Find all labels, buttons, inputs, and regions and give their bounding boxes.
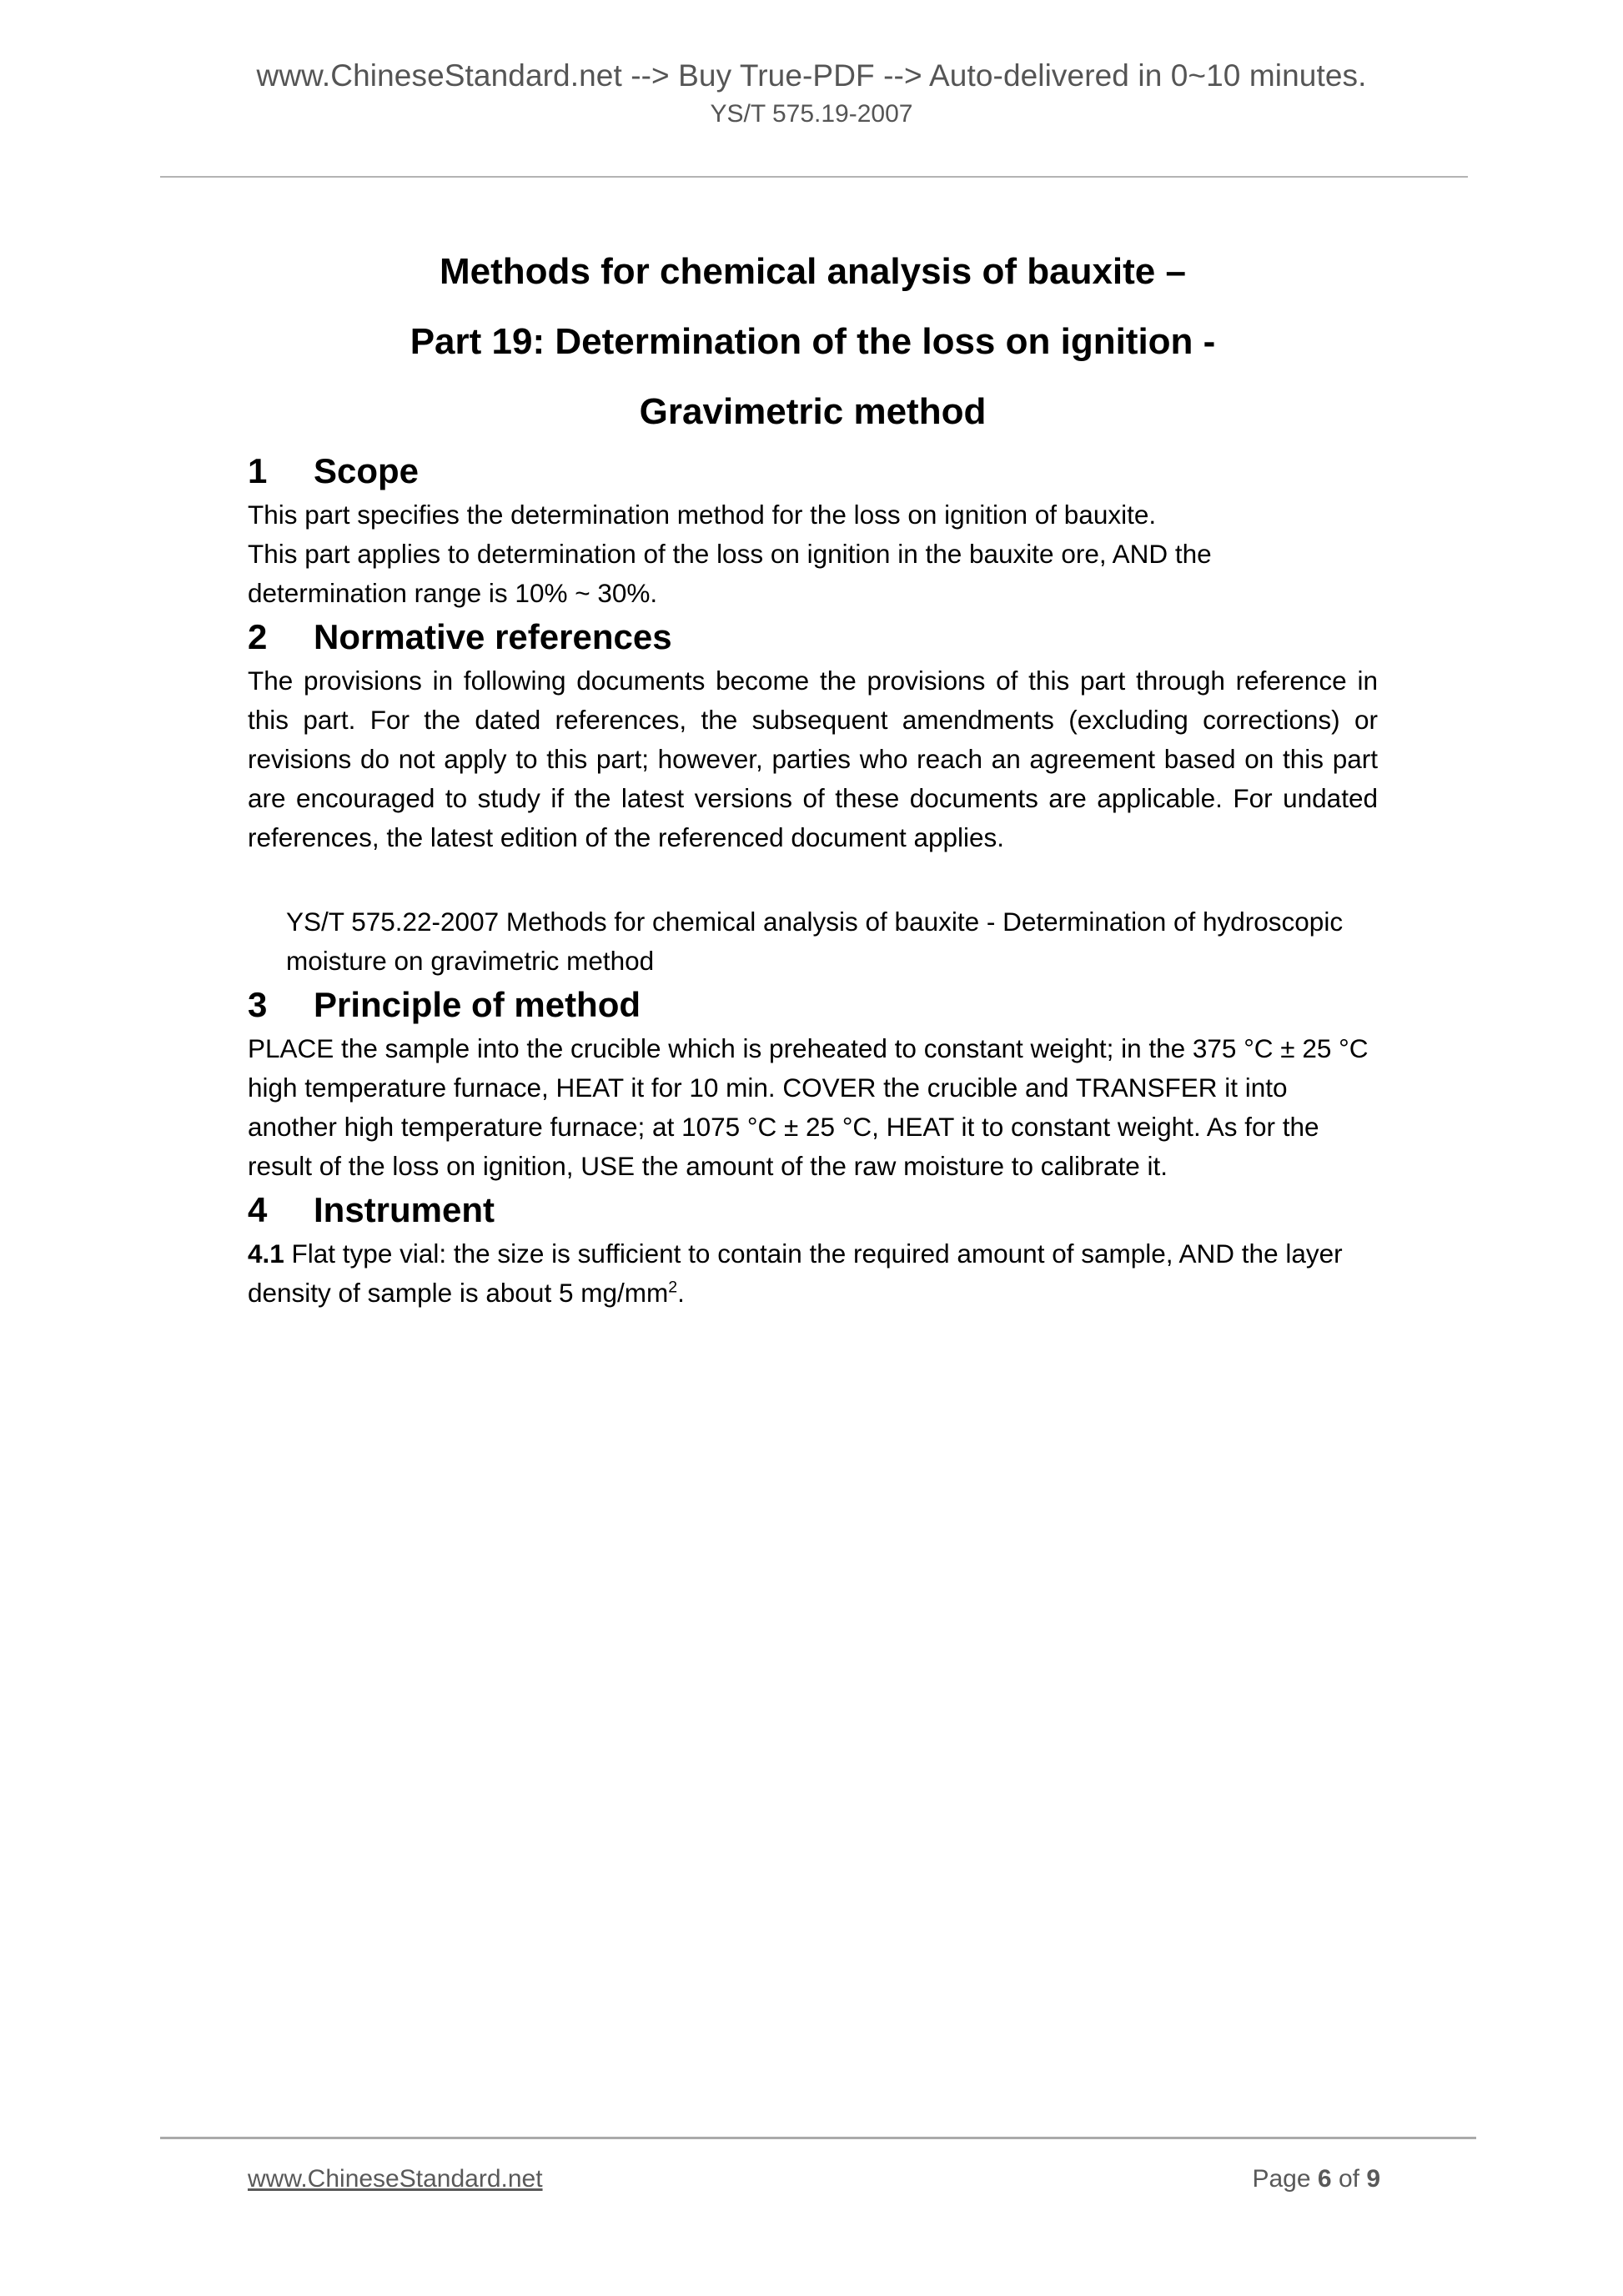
- section-heading-normative-references: [248, 613, 1378, 661]
- page-title-line-3: Gravimetric method: [639, 391, 987, 432]
- normative-reference-item: YS/T 575.22-2007 Methods for chemical analysis of bauxite - Determination of hydroscopic moisture on gravimetric method: [286, 907, 1344, 976]
- footer-page-indicator: [1252, 2162, 1380, 2197]
- clause-4-1-tail: .: [677, 1278, 685, 1308]
- clause-number-4-1: 4.1: [248, 1238, 284, 1269]
- footer-page-current: 6: [1317, 2165, 1332, 2193]
- section-title-normative-references: Normative references: [314, 617, 672, 656]
- page-footer: [248, 2162, 1380, 2197]
- page-title: [248, 237, 1378, 447]
- document-content: [248, 0, 1378, 1313]
- scope-paragraph-1: This part specifies the determination method for the loss on ignition of bauxite.: [248, 500, 1157, 530]
- section-number-2: 2: [248, 617, 268, 656]
- footer-of-word: of: [1338, 2165, 1359, 2193]
- footer-divider: [160, 2137, 1476, 2139]
- instrument-clause-4-1: [248, 1234, 1378, 1313]
- clause-4-1-superscript: 2: [668, 1278, 678, 1297]
- section-number-3: 3: [248, 985, 268, 1024]
- section-heading-instrument: [248, 1186, 1378, 1234]
- section-title-instrument: Instrument: [314, 1190, 495, 1229]
- header-standard-number: YS/T 575.19-2007: [710, 100, 913, 128]
- section-heading-principle: [248, 981, 1378, 1029]
- section-title-scope: Scope: [314, 451, 420, 490]
- section-number-1: 1: [248, 451, 268, 490]
- page-title-line-2: Part 19: Determination of the loss on ignition -: [410, 321, 1216, 362]
- section-title-principle: Principle of method: [314, 985, 641, 1024]
- footer-site-link[interactable]: www.ChineseStandard.net: [248, 2165, 543, 2193]
- header-promo-text: www.ChineseStandard.net --> Buy True-PDF --> Auto-delivered in 0~10 minutes.: [256, 58, 1367, 93]
- section-heading-scope: [248, 447, 1378, 495]
- page-title-line-1: Methods for chemical analysis of bauxite –: [440, 251, 1186, 292]
- footer-page-word: Page: [1252, 2165, 1311, 2193]
- normative-references-paragraph: The provisions in following documents become the provisions of this part through reference in this part. For the dated references, the subsequent amendments (excluding corrections) or revisions do not apply to this part; however, parties who reach an agreement based on this part are encouraged to study if the latest versions of these documents are applicable. For undated references, the latest edition of the referenced document applies.: [248, 666, 1378, 852]
- principle-paragraph: PLACE the sample into the crucible which is preheated to constant weight; in the 375 °C ± 25 °C high temperature furnace, HEAT it for 10 min. COVER the crucible and TRANSFER it into another high temperature furnace; at 1075 °C ± 25 °C, HEAT it to constant weight. As for the result of the loss on ignition, USE the amount of the raw moisture to calibrate it.: [248, 1033, 1369, 1181]
- section-number-4: 4: [248, 1190, 268, 1229]
- scope-paragraph-2: This part applies to determination of the loss on ignition in the bauxite ore, AND the determination range is 10% ~ 30%.: [248, 539, 1212, 608]
- clause-text-4-1: Flat type vial: the size is sufficient to contain the required amount of sample, AND the layer density of sample is about 5 mg/mm: [248, 1238, 1343, 1308]
- footer-page-total: 9: [1366, 2165, 1380, 2193]
